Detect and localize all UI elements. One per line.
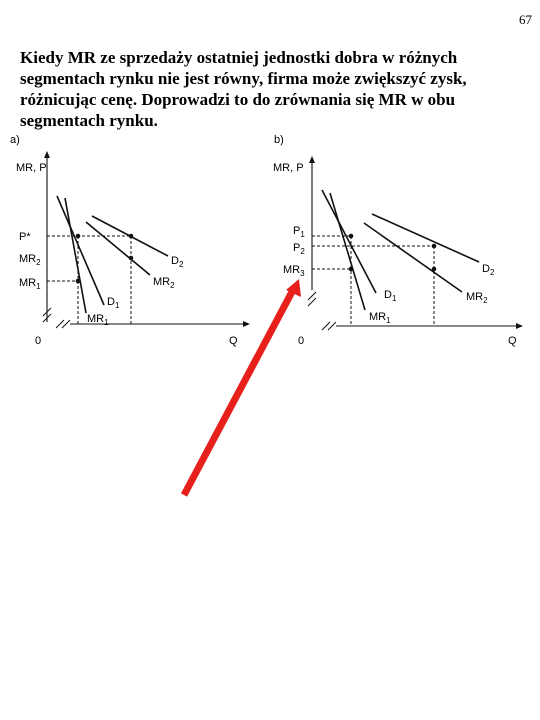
panel-a-p-star-label: P* (19, 231, 31, 243)
panel-a-mr1-level-label: $MR_1$ (19, 277, 41, 291)
panel-b-mr2-curve (364, 223, 462, 292)
panel-b-y-arrow (309, 156, 315, 163)
panel-b-p2-label: $P_2$ (293, 242, 305, 256)
panel-a-mr1-label: $MR_1$ (87, 313, 109, 327)
panel-b-d1-curve (322, 190, 376, 293)
panel-b-d2-curve (372, 214, 479, 262)
paragraph-line: różnicując cenę. Doprowadzi to do zrównania się MR w obu (20, 90, 456, 109)
panel-b-y-axis-label: MR, P (273, 162, 304, 174)
panel-a-mr2-level-label: $MR_2$ (19, 253, 41, 267)
panel-b-x-axis-label: Q (508, 335, 517, 347)
panel-a-d1-curve (57, 196, 104, 305)
panel-a (10, 134, 250, 347)
panel-a-origin: 0 (35, 335, 42, 347)
panel-a-point (129, 234, 134, 239)
panel-a-x-axis-label: Q (229, 335, 238, 347)
red-arrow-shaft (184, 288, 294, 495)
panel-b-p1-label: $P_1$ (293, 225, 305, 239)
panel-b-point (432, 267, 437, 272)
panel-a-point (129, 256, 134, 261)
panel-b-mr3-label: $MR_3$ (283, 264, 305, 278)
panel-b-x-arrow (516, 323, 523, 329)
panel-b-d2-label: $D_2$ (482, 263, 495, 277)
page-number: 67 (519, 12, 532, 27)
panel-b-origin: 0 (298, 335, 305, 347)
red-arrow (184, 279, 301, 495)
panel-a-point (76, 234, 81, 239)
panel-b-d1-curve (330, 193, 365, 310)
panel-a-point (76, 279, 81, 284)
paragraph-line: Kiedy MR ze sprzedaży ostatniej jednostki dobra w różnych (20, 48, 458, 67)
panel-b-mr1-label: $MR_1$ (369, 311, 391, 325)
panel-a-x-arrow (243, 321, 250, 327)
panel-a-y-axis-label: MR, P (16, 162, 47, 174)
panel-b (273, 134, 523, 347)
panel-b-d1-label: $D_1$ (384, 289, 397, 303)
panel-a-mr2-label: $MR_2$ (153, 276, 175, 290)
paragraph-line: segmentach rynku nie jest równy, firma może zwiększyć zysk, (20, 69, 467, 88)
panel-b-point (432, 244, 437, 249)
panel-b-point (349, 267, 354, 272)
panel-a-y-arrow (44, 151, 50, 158)
panel-b-mr2-label: $MR_2$ (466, 291, 488, 305)
panel-b-point (349, 234, 354, 239)
panel-a-d1-label: $D_1$ (107, 296, 120, 310)
panel-a-label: a) (10, 134, 20, 146)
paragraph-line: segmentach rynku. (20, 111, 158, 130)
panel-a-d2-label: $D_2$ (171, 255, 184, 269)
panel-b-label: b) (274, 134, 284, 146)
